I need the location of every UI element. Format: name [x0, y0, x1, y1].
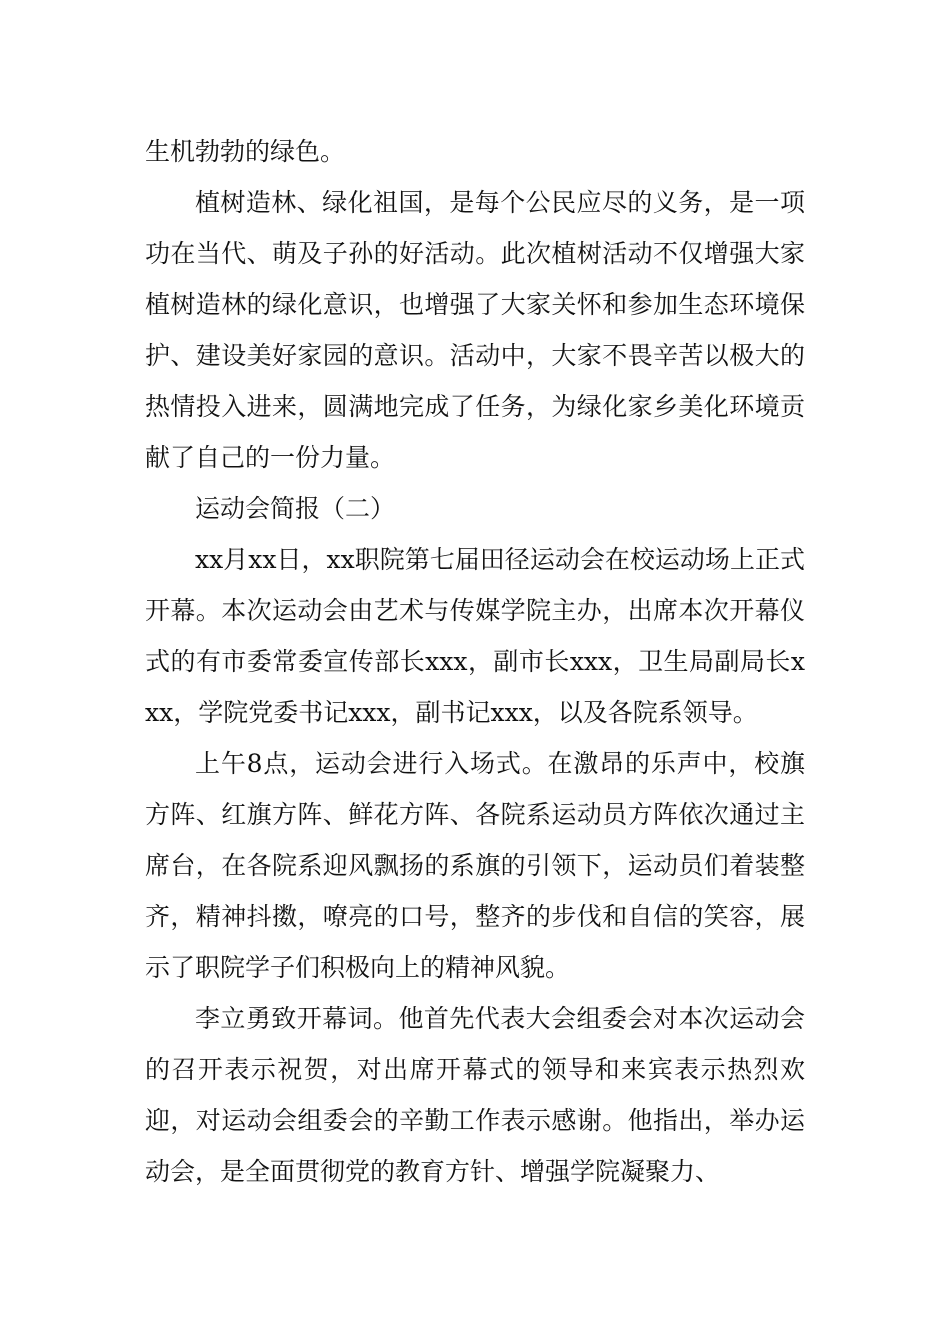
document-body [145, 126, 805, 1197]
section-heading: 运动会简报（二） [195, 494, 396, 523]
paragraph-entrance-ceremony: 上午8点，运动会进行入场式。在激昂的乐声中，校旗方阵、红旗方阵、鲜花方阵、各院系运动员方阵依次通过主席台，在各院系迎风飘扬的系旗的引领下，运动员们着装整齐，精神抖擞，嘹亮的口号，整齐的步伐和自信的笑容，展示了职院学子们积极向上的精神风貌。 [145, 749, 805, 982]
paragraph-tree-planting: 植树造林、绿化祖国，是每个公民应尽的义务，是一项功在当代、萌及子孙的好活动。此次植树活动不仅增强大家植树造林的绿化意识，也增强了大家关怀和参加生态环境保护、建设美好家园的意识。活动中，大家不畏辛苦以极大的热情投入进来，圆满地完成了任务，为绿化家乡美化环境贡献了自己的一份力量。 [145, 188, 805, 472]
paragraph-continuation: 生机勃勃的绿色。 [145, 137, 346, 166]
paragraph-opening-speech: 李立勇致开幕词。他首先代表大会组委会对本次运动会的召开表示祝贺，对出席开幕式的领导和来宾表示热烈欢迎，对运动会组委会的辛勤工作表示感谢。他指出，举办运动会，是全面贯彻党的教育方针、增强学院凝聚力、 [145, 1004, 805, 1186]
paragraph-opening: xx月xx日，xx职院第七届田径运动会在校运动场上正式开幕。本次运动会由艺术与传媒学院主办，出席本次开幕仪式的有市委常委宣传部长xxx，副市长xxx，卫生局副局长xxx，学院党委书记xxx，副书记xxx，以及各院系领导。 [145, 545, 805, 727]
